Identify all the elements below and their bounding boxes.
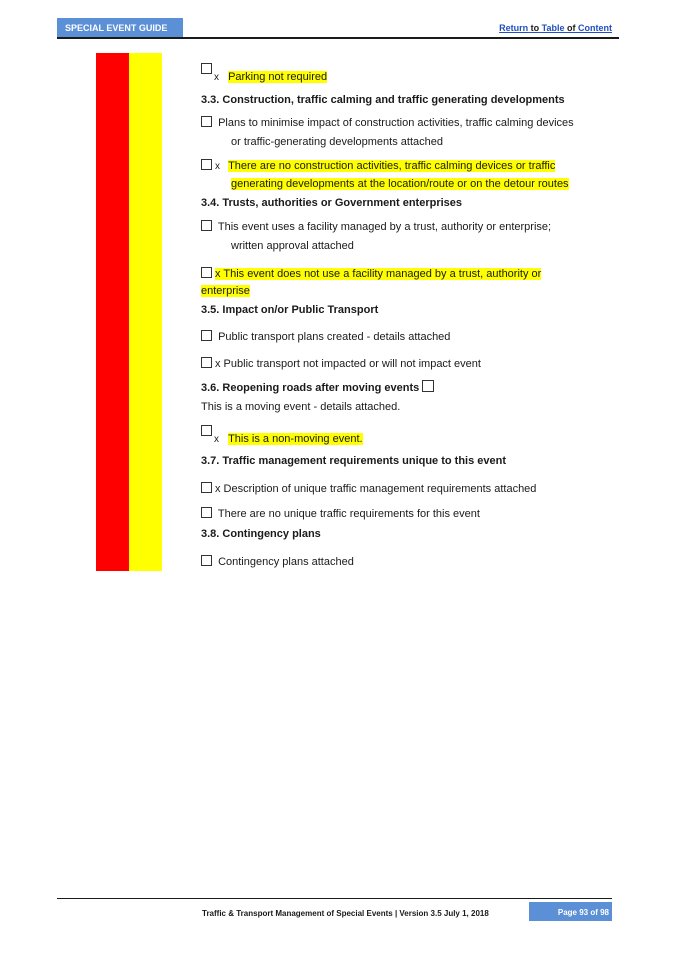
s34-opt1-checkbox[interactable] (201, 220, 212, 231)
s34-opt2-label-cont: enterprise (201, 285, 250, 297)
s33-opt2-label-cont: generating developments at the location/route or on the detour routes (231, 178, 569, 190)
check-mark: x (214, 434, 219, 445)
link-word: to (530, 23, 540, 33)
footer-rule (57, 898, 612, 899)
s36-moving-label: This is a moving event - details attached. (201, 401, 401, 413)
s33-opt1-label-cont: or traffic-generating developments attached (231, 136, 443, 148)
link-word: Content (578, 23, 612, 33)
s33-opt2-checkbox[interactable] (201, 159, 212, 170)
s37-opt2-checkbox[interactable] (201, 507, 212, 518)
check-mark: x (214, 72, 219, 83)
link-word: of (566, 23, 576, 33)
s35-opt2-checkbox[interactable] (201, 357, 212, 368)
section-3-5-heading: 3.5. Impact on/or Public Transport (201, 304, 379, 316)
s37-opt2-label: There are no unique traffic requirements for this event (217, 508, 480, 520)
section-3-8-heading: 3.8. Contingency plans (201, 528, 321, 540)
check-mark: x (215, 161, 220, 172)
s36-checkbox[interactable] (422, 380, 434, 392)
section-3-7-heading: 3.7. Traffic management requirements unique to this event (201, 455, 507, 467)
s38-opt1-label: Contingency plans attached (218, 556, 354, 568)
section-3-3-heading: 3.3. Construction, traffic calming and traffic generating developments (201, 94, 565, 106)
s35-opt1-label: Public transport plans created - details attached (218, 331, 451, 343)
header-rule (57, 37, 619, 39)
s38-opt1-checkbox[interactable] (201, 555, 212, 566)
s37-opt1-checkbox[interactable] (201, 482, 212, 493)
page-number-badge: Page 93 of 98 (529, 902, 612, 921)
s35-opt1-checkbox[interactable] (201, 330, 212, 341)
section-3-4-heading: 3.4. Trusts, authorities or Government enterprises (201, 197, 463, 209)
yellow-margin-bar (129, 53, 162, 571)
section-3-6-heading: 3.6. Reopening roads after moving events (201, 382, 420, 394)
s36-nonmoving-label: This is a non-moving event. (228, 433, 363, 445)
parking-checkbox[interactable] (201, 63, 212, 74)
s34-opt1-label: This event uses a facility managed by a trust, authority or enterprise; (217, 221, 552, 233)
s35-opt2-label: x Public transport not impacted or will not impact event (215, 358, 481, 370)
return-to-toc-link[interactable] (499, 23, 612, 33)
s33-opt1-label: Plans to minimise impact of construction activities, traffic calming devices (218, 117, 574, 129)
s33-opt2-label: There are no construction activities, traffic calming devices or traffic (228, 160, 556, 172)
s37-opt1-label: x Description of unique traffic management requirements attached (215, 483, 537, 495)
link-word: Return (499, 23, 529, 33)
link-word: Table (541, 23, 565, 33)
red-margin-bar (96, 53, 129, 571)
footer-document-title: Traffic & Transport Management of Special Events | Version 3.5 July 1, 2018 (202, 909, 489, 918)
s33-opt1-checkbox[interactable] (201, 116, 212, 127)
parking-option-label: Parking not required (228, 71, 328, 83)
s34-opt2-checkbox[interactable] (201, 267, 212, 278)
guide-title-tab: SPECIAL EVENT GUIDE (57, 18, 183, 38)
s34-opt2-label: x This event does not use a facility managed by a trust, authority or (215, 268, 542, 280)
s36-nonmoving-checkbox[interactable] (201, 425, 212, 436)
s34-opt1-label-cont: written approval attached (231, 240, 354, 252)
